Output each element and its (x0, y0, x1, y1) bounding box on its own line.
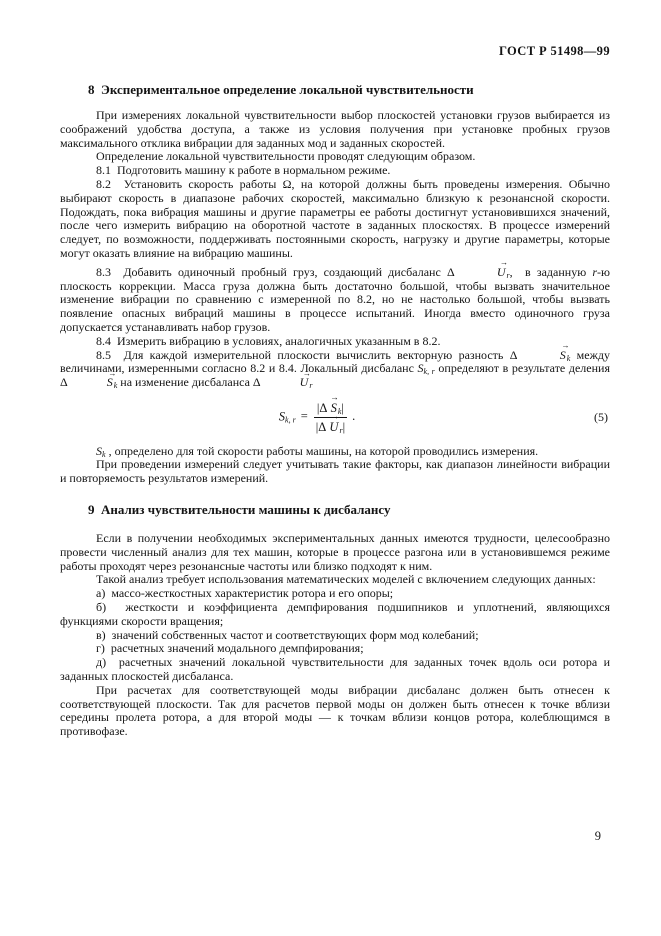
list-item-a: а) массо-жесткостных характеристик ротора и его опоры; (96, 586, 394, 601)
vector-u2-symbol (264, 375, 313, 391)
equation-lhs-letter: S (278, 409, 286, 424)
clause-8-5-text-3: определяют в результате деления Δ (60, 361, 610, 390)
equals-sign: = (300, 409, 308, 424)
paragraph-sk-definition (60, 445, 610, 459)
paragraph-intro: При измерениях локальной чувствительности выбор плоскостей установки грузов выбирается из соображений удобства доступа, а также из условия получения при установке пробных грузов максимального отклика вибрации для заданных мод и заданных скоростей. (60, 108, 610, 150)
list-item-v: в) значений собственных частот и соответствующих форм мод колебаний; (96, 627, 479, 642)
sk-symbol: S (96, 443, 102, 458)
fraction (313, 399, 348, 436)
equation-5 (279, 399, 355, 436)
page-number: 9 (594, 829, 601, 843)
vector-s-letter: S (559, 347, 566, 362)
list-item-g: г) расчетных значений модального демпфирования; (96, 641, 364, 656)
vector-s-symbol (524, 349, 567, 363)
section-9-heading: 9 Анализ чувствительности машины к дисбалансу (88, 502, 391, 518)
vector-s2-symbol (71, 376, 114, 390)
vector-s2-letter: S (106, 375, 113, 390)
list-item-d: д) расчетных значений локальной чувствительности для заданных точек вдоль оси ротора и заданных плоскостей дисбаланса. (60, 655, 610, 684)
vector-u-subscript: r (506, 270, 510, 280)
clause-8-3-text-1: 8.3 Добавить одиночный пробный груз, создающий дисбаланс Δ (96, 264, 461, 279)
sk-subscript: k (102, 449, 106, 459)
list-item-b: б) жесткости и коэффициента демпфирования подшипников и уплотнений, являющихся функциями скорости вращения; (60, 600, 610, 628)
numerator-open-bar: |Δ (316, 400, 331, 415)
numerator-close-bar: | (341, 400, 344, 415)
clause-8-5-text-1: 8.5 Для каждой измерительной плоскости вычислить векторную разность Δ (96, 347, 524, 362)
denominator-open-bar: |Δ (315, 419, 330, 434)
equation-5-row (60, 399, 610, 436)
denominator-close-bar: | (342, 419, 346, 434)
equation-number: (5) (594, 410, 608, 425)
section-9-paragraph-1: Если в получении необходимых экспериментальных данных имеются трудности, целесообразно провести численный анализ для тех машин, которые в процессе разгона или в установившемся режиме работы проходят через резонансные частоты или близко подходят к ним. (60, 531, 610, 573)
fraction-denominator (313, 418, 348, 436)
standard-code-header: ГОСТ Р 51498—99 (498, 44, 610, 58)
equation-lhs-subscript: k, r (285, 415, 296, 425)
numerator-subscript: k (337, 406, 342, 416)
numerator-vector-s-letter: S (330, 400, 337, 415)
denominator-vector-u-symbol (329, 419, 339, 436)
denominator-subscript: r (339, 425, 343, 435)
clause-8-3 (60, 266, 610, 335)
clause-8-5-text-2: между величинами, измеренными согласно 8.2 и 8.4. Локальный дисбаланс (60, 347, 610, 376)
vector-s2-subscript: k (113, 381, 118, 391)
paragraph-procedure: Определение локальной чувствительности проводят следующим образом. (96, 149, 476, 164)
variable-r: r (592, 264, 598, 279)
clause-8-3-text-2: , в заданную (509, 264, 593, 279)
vector-u2-subscript: r (309, 381, 313, 391)
clause-8-5 (60, 349, 610, 390)
clause-8-3-text-3: -ю плоскость коррекции. Масса груза должна быть достаточно большой, чтобы вызвать значительное изменение вибрации по сравнению с измеренной по 8.2, но не настолько большой, чтобы вызвать появление опасных вибраций машины в процессе испытаний. Иногда вместо одиночного груза допускается устанавливать набор грузов. (60, 264, 610, 334)
section-9-paragraph-2: Такой анализ требует использования математических моделей с включением следующих данных: (96, 572, 596, 587)
clause-8-2: 8.2 Установить скорость работы Ω, на которой должны быть проведены измерения. Обычно выбирают скорость в диапазоне рабочих скоростей, максимально близкую к резонансной скорости. Подождать, пока вибрация машины и другие параметры ее работы достигнут установившихся значений, после чего измерить вибрацию на оборотной частоте в заданных плоскостях. В процессе измерений следует, по возможности, поддерживать постоянными скорость, нагрузку и другие параметры, которые могут оказать влияние на вибрацию машины. (60, 176, 610, 260)
denominator-vector-u-letter: U (329, 419, 339, 434)
section-9-paragraph-3: При расчетах для соответствующей моды вибрации дисбаланс должен быть отнесен к соответствующей плоскости. Так для расчетов первой моды он должен быть отнесен к точке вблизи середины пролета ротора, а для второй моды — к точкам вблизи концов ротора, колеблющимся в противофазе. (60, 682, 610, 739)
clause-8-5-text-4: на изменение дисбаланса Δ (117, 375, 264, 390)
clause-8-1: 8.1 Подготовить машину к работе в нормальном режиме. (96, 163, 391, 178)
vector-s-subscript: k (566, 353, 571, 363)
vector-u2-letter: U (299, 375, 309, 390)
sensitivity-symbol: S (417, 361, 424, 376)
clause-8-4: 8.4 Измерить вибрацию в условиях, аналогичных указанным в 8.2. (96, 333, 441, 348)
vector-u-symbol (461, 266, 507, 280)
sensitivity-subscript: k, r (423, 367, 435, 377)
section-8-heading: 8 Экспериментальное определение локальной чувствительности (88, 82, 474, 97)
formula-period: . (352, 409, 356, 424)
paragraph-factors: При проведении измерений следует учитывать такие факторы, как диапазон линейности вибрации и повторяемость результатов измерений. (60, 457, 610, 486)
sk-definition-text: , определено для той скорости работы машины, на которой проводились измерения. (105, 443, 539, 458)
vector-u-letter: U (496, 264, 506, 279)
